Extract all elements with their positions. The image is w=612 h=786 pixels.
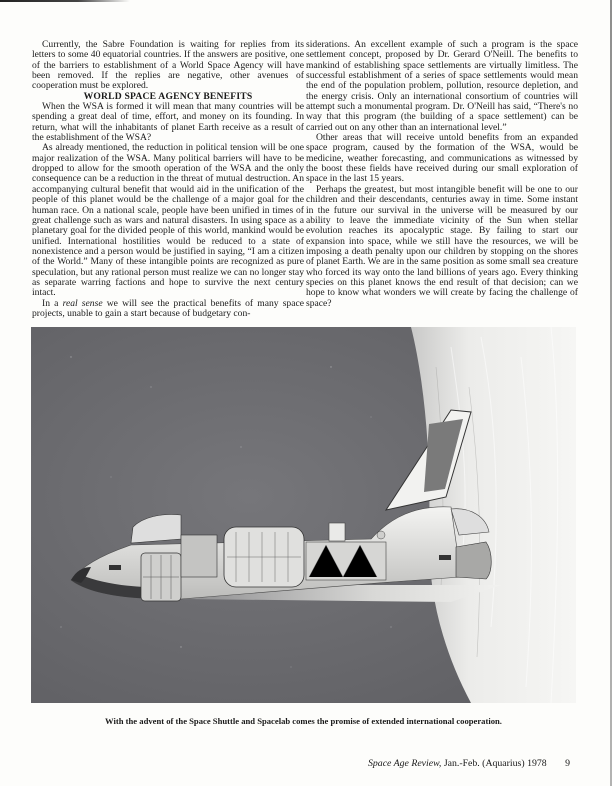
paragraph-rest: we will see the practical benefits of many space projects, unable to gain a start because of budgetary con- [32,297,304,319]
article-paragraph: As already mentioned, the reduction in political tension will be one major realization of the WSA. Many political barriers will have to be dropped to allow for the smooth operation of the WSA and the only consequence can be a reduction in the threat of mutual destruction. An accompanying cultural benefit that would aid in the unification of the people of this planet would be the challenge of a major goal for the human race. On a national scale, people have been unified in times of great challenge such as wars and natural disasters. In using space as a planetary goal for the divided people of this world, mankind would be unified. International hostilities would be reduced to a state of nonexistence and a person would be justified in saying, “I am a citizen of the World.” Many of these intangible points are recognized as pure speculation, but any rational person must realize we can no longer stay as separate warring factions and hope to survive the next century intact. [32,142,304,299]
page-number: 9 [565,758,571,769]
section-heading: WORLD SPACE AGENCY BENEFITS [83,90,253,102]
airlock-tunnel [181,535,217,577]
pallet-instrument [329,523,345,541]
scan-edge-top [0,0,130,2]
paragraph-lead: In a [42,297,59,309]
astronaut-figure [377,531,385,539]
article-paragraph: When the WSA is formed it will mean that many countries will be spending a great deal of time, effort, and money on its founding. In return, what will the inhabitants of planet Earth receive as a result of the establishment of the WSA? [32,101,304,144]
article-left-column [32,40,304,319]
emphasis-text: real sense [62,297,103,309]
page-footer [368,758,570,769]
shuttle-artwork [31,327,576,703]
figure-caption: With the advent of the Space Shuttle and Spacelab comes the promise of extended international cooperation. [105,716,502,726]
space-shuttle-illustration [31,327,576,703]
article-paragraph: Other areas that will receive untold benefits from an expanded space program, caused by the formation of the WSA, would be medicine, weather forecasting, and communications as witnessed by the boost these fields have received during our small exploration of space in the last 15 years. [306,132,578,185]
article-paragraph: siderations. An excellent example of such a program is the space settlement concept, proposed by Dr. Gerard O'Neill. The benefits to mankind of establishing space settlements are virtually limitless. The successful establishment of a series of space settlements would mean the end of the population problem, pollution, resource depletion, and the energy crisis. Only an international consortium of countries will attempt such a monumental program. Dr. O'Neill has said, “There's no way that this program (the building of a space settlement) can be carried out on any other than an international level.” [306,39,578,133]
journal-title: Space Age Review, [368,758,442,769]
article-right-column [306,40,578,309]
issue-date: Jan.-Feb. (Aquarius) 1978 [443,758,547,769]
article-paragraph [32,299,304,320]
article-paragraph: Currently, the Sabre Foundation is waiting for replies from its letters to some 40 equatorial countries. If the answers are positive, one of the barriers to establishment of a World Space Agency will have been removed. If the replies are negative, other avenues of cooperation must be explored. [32,39,304,92]
main-engine-nozzle [456,542,491,579]
article-paragraph: Perhaps the greatest, but most intangible benefit will be one to our children and their descendants, centuries away in time. Some instant in the future our survival in the universe will be measured by our ability to leave the immediate vicinity of the Sun when stellar evolution reaches its apocalyptic stage. By failing to start our expansion into space, while we still have the resources, we will be imposing a death penalty upon our children by stopping on the shores of planet Earth. We are in the same position as some small sea creature who forced its way onto the land billions of years ago. Every thinking species on this planet knows the end result of that decision; can we hope to know what wonders we will create by facing the challenge of space? [306,183,578,309]
